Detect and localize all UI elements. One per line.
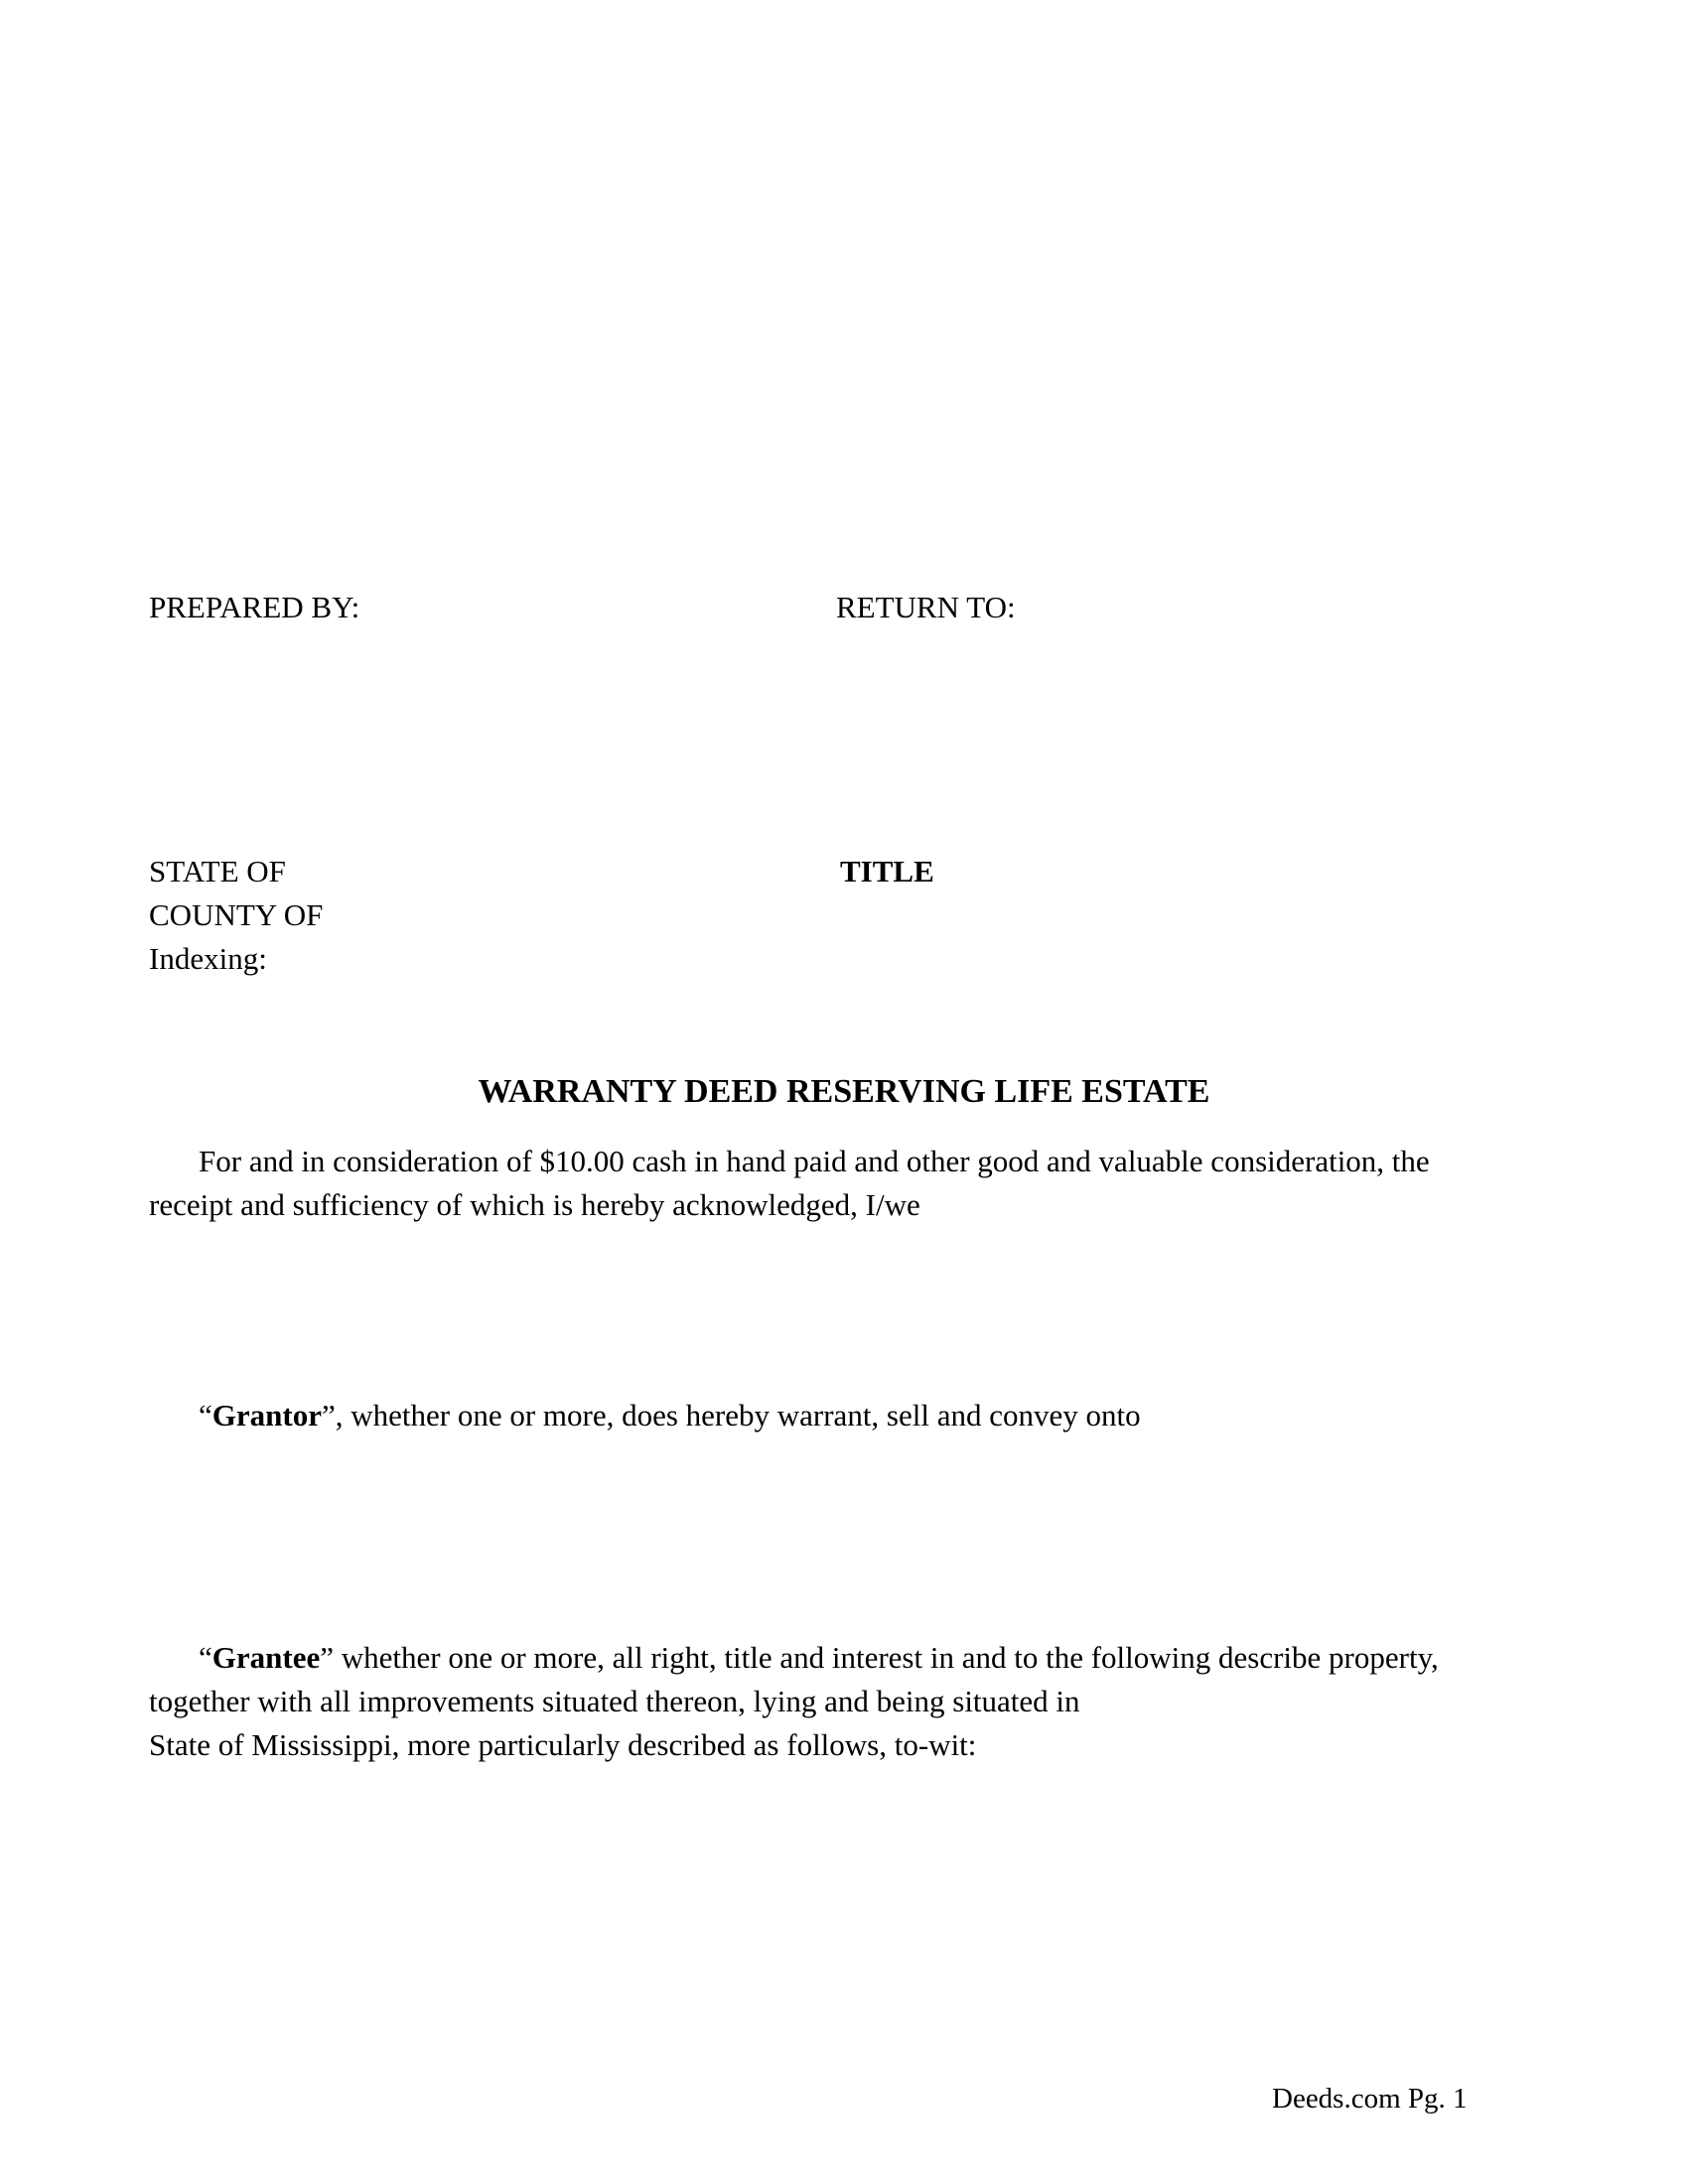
return-to-label: RETURN TO: <box>836 590 1016 624</box>
consideration-line-1: For and in consideration of $10.00 cash in hand paid and other good and valuable consideration, the <box>199 1144 1430 1178</box>
consideration-line-2: receipt and sufficiency of which is hereby acknowledged, I/we <box>149 1187 920 1222</box>
grantee-line-3: State of Mississippi, more particularly described as follows, to-wit: <box>149 1727 977 1762</box>
indexing-label: Indexing: <box>149 941 267 976</box>
prepared-by-label: PREPARED BY: <box>149 590 360 624</box>
page-footer: Deeds.com Pg. 1 <box>1272 2083 1468 2115</box>
grantee-open-quote: “ <box>199 1640 212 1675</box>
grantor-term: Grantor <box>211 1398 322 1433</box>
grantor-clause-text: ”, whether one or more, does hereby warrant, sell and convey onto <box>321 1398 1141 1433</box>
title-label: TITLE <box>840 854 934 888</box>
county-of-label: COUNTY OF <box>149 897 324 932</box>
deed-title: WARRANTY DEED RESERVING LIFE ESTATE <box>478 1073 1210 1110</box>
grantor-clause <box>199 1394 1141 1437</box>
state-of-label: STATE OF <box>149 854 286 888</box>
grantee-clause <box>199 1636 1439 1680</box>
grantor-open-quote: “ <box>199 1398 212 1433</box>
grantee-term: Grantee <box>211 1640 321 1675</box>
grantee-clause-text: ” whether one or more, all right, title and interest in and to the following describe property, <box>320 1640 1439 1675</box>
grantee-line-2: together with all improvements situated thereon, lying and being situated in <box>149 1684 1080 1718</box>
